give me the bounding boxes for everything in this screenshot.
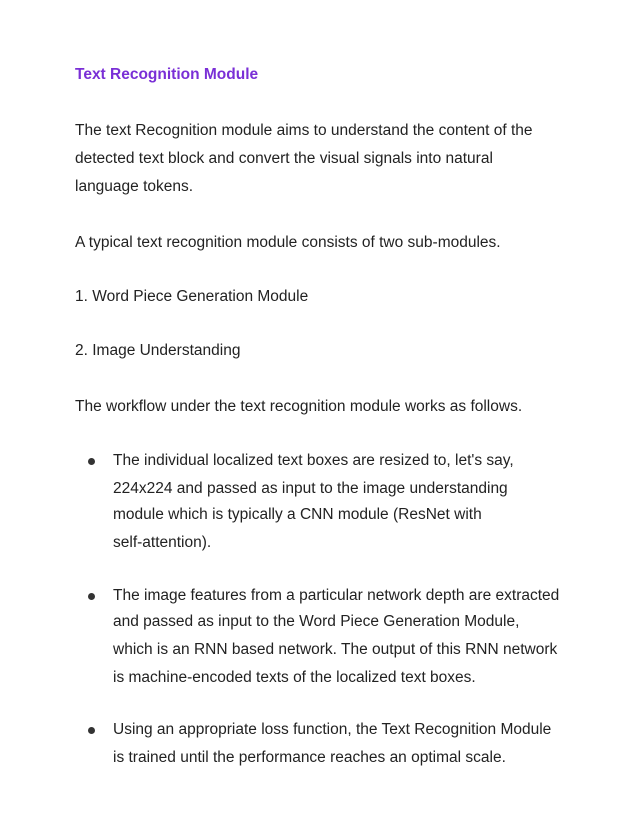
bullet-line: self-attention). (113, 534, 212, 551)
bullet-line: is machine-encoded texts of the localized text boxes. (113, 669, 476, 686)
workflow-intro: The workflow under the text recognition module works as follows. (75, 398, 523, 415)
intro-paragraph-line: The text Recognition module aims to understand the content of the (75, 122, 533, 139)
bullet-line: which is an RNN based network. The output of this RNN network (113, 641, 558, 658)
bullet-line: module which is typically a CNN module (ResNet with (113, 506, 482, 523)
intro-paragraph-line: language tokens. (75, 178, 194, 195)
submodule-item: 2. Image Understanding (75, 342, 241, 359)
bullet-line: The image features from a particular network depth are extracted (113, 587, 560, 604)
typical-paragraph: A typical text recognition module consists of two sub-modules. (75, 234, 501, 251)
bullet-line: 224x224 and passed as input to the image understanding (113, 480, 508, 497)
bullet-icon (88, 727, 95, 734)
section-heading: Text Recognition Module (75, 66, 259, 83)
bullet-line: The individual localized text boxes are resized to, let's say, (113, 452, 514, 469)
intro-paragraph-line: detected text block and convert the visual signals into natural (75, 150, 493, 167)
bullet-line: and passed as input to the Word Piece Generation Module, (113, 613, 520, 630)
bullet-icon (88, 593, 95, 600)
submodule-item: 1. Word Piece Generation Module (75, 288, 309, 305)
bullet-line: Using an appropriate loss function, the Text Recognition Module (113, 721, 552, 738)
bullet-icon (88, 458, 95, 465)
bullet-line: is trained until the performance reaches an optimal scale. (113, 749, 506, 766)
